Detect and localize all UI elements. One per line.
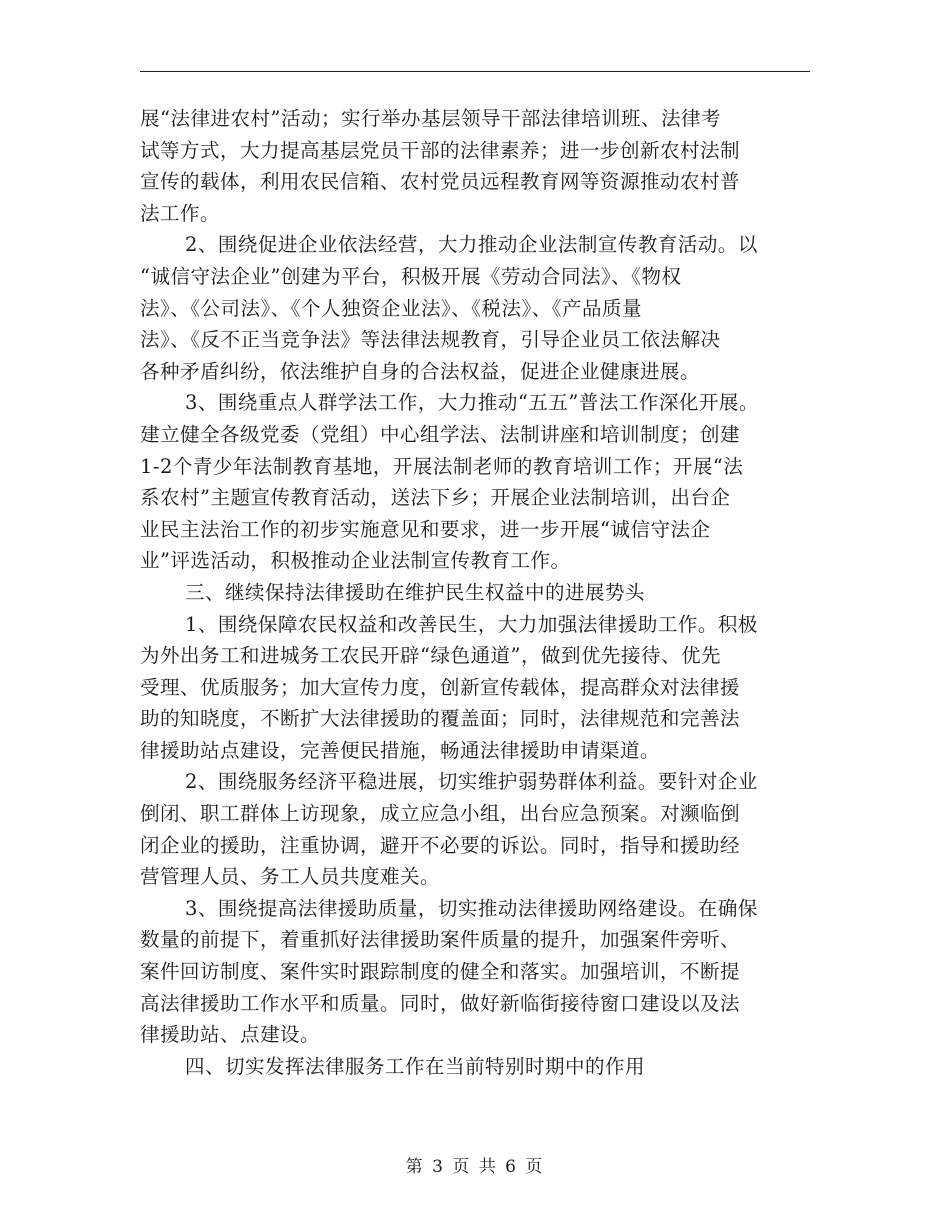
text-line: 营管理人员、务工人员共度难关。 xyxy=(140,865,441,889)
text-line: 展“法律进农村”活动；实行举办基层领导干部法律培训班、法律考 xyxy=(140,107,721,130)
text-line: 试等方式，大力提高基层党员干部的法律素养；进一步创新农村法制 xyxy=(140,138,741,162)
text-line: 法工作。 xyxy=(140,201,221,225)
text-line: 三、继续保持法律援助在维护民生权益中的进展势头 xyxy=(185,580,646,604)
text-line: 案件回访制度、案件实时跟踪制度的健全和落实。加强培训，不断提 xyxy=(140,960,741,984)
header-rule xyxy=(140,71,810,72)
text-line: 高法律援助工作水平和质量。同时，做好新临街接待窗口建设以及法 xyxy=(140,991,741,1015)
text-line: 受理、优质服务；加大宣传力度，创新宣传载体，提高群众对法律援 xyxy=(140,675,741,699)
text-line: 3、围绕重点人群学法工作，大力推动“五五”普法工作深化开展。 xyxy=(185,391,759,415)
text-line: 法》、《公司法》、《个人独资企业法》、《税法》、《产品质量 xyxy=(140,296,643,320)
document-body xyxy=(140,103,812,1082)
text-line: 数量的前提下，着重抓好法律援助案件质量的提升，加强案件旁听、 xyxy=(140,928,741,952)
text-line: 各种矛盾纠纷，依法维护自身的合法权益，促进企业健康进展。 xyxy=(140,359,701,383)
text-line: 系农村”主题宣传教育活动，送法下乡；开展企业法制培训，出台企 xyxy=(140,486,731,510)
text-line: 宣传的载体，利用农民信箱、农村党员远程教育网等资源推动农村普 xyxy=(140,170,741,194)
text-line: 为外出务工和进城务工农民开辟“绿色通道”，做到优先接待、优先 xyxy=(140,644,721,668)
page-footer: 第 3 页 共 6 页 xyxy=(405,1157,545,1177)
text-line: 业”评选活动，积极推动企业法制宣传教育工作。 xyxy=(140,549,571,573)
text-line: “诚信守法企业”创建为平台，积极开展《劳动合同法》、《物权 xyxy=(140,264,682,288)
text-line: 业民主法治工作的初步实施意见和要求，进一步开展“诚信守法企 xyxy=(140,517,711,541)
text-line: 律援助站点建设，完善便民措施，畅通法律援助申请渠道。 xyxy=(140,738,661,762)
text-line: 倒闭、职工群体上访现象，成立应急小组，出台应急预案。对濒临倒 xyxy=(140,802,741,826)
text-line: 法》、《反不正当竞争法》等法律法规教育，引导企业员工依法解决 xyxy=(140,328,721,352)
text-line: 2、围绕服务经济平稳进展，切实维护弱势群体利益。要针对企业 xyxy=(185,770,758,794)
text-line: 建立健全各级党委（党组）中心组学法、法制讲座和培训制度；创建 xyxy=(140,422,741,446)
text-line: 1-2个青少年法制教育基地，开展法制老师的教育培训工作；开展“法 xyxy=(140,454,744,478)
text-line: 3、围绕提高法律援助质量，切实推动法律援助网络建设。在确保 xyxy=(185,896,758,920)
text-line: 闭企业的援助，注重协调，避开不必要的诉讼。同时，指导和援助经 xyxy=(140,833,741,857)
text-line: 律援助站、点建设。 xyxy=(140,1023,321,1047)
text-line: 四、切实发挥法律服务工作在当前特别时期中的作用 xyxy=(185,1054,646,1078)
text-line: 1、围绕保障农民权益和改善民生，大力加强法律援助工作。积极 xyxy=(185,612,758,636)
text-line: 2、围绕促进企业依法经营，大力推动企业法制宣传教育活动。以 xyxy=(185,233,758,257)
text-line: 助的知晓度，不断扩大法律援助的覆盖面；同时，法律规范和完善法 xyxy=(140,707,741,731)
